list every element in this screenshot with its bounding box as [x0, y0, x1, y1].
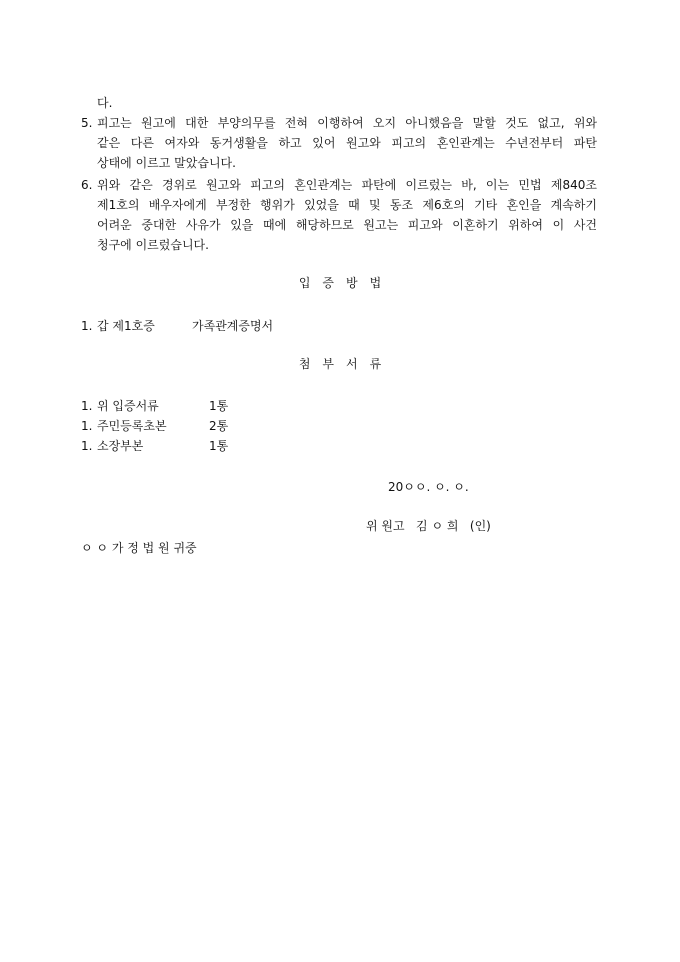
para5-line-3: 상태에 이르고 말았습니다. [97, 156, 236, 170]
para6-line-2: 제1호의 배우자에게 부정한 행위가 있었을 때 및 동조 제6호의 기타 혼인을 계속하기 [97, 198, 597, 212]
evidence-heading: 입증방법 [298, 276, 394, 290]
attachment-item-label: 위 입증서류 [97, 399, 159, 413]
para6-number: 6. [81, 178, 93, 192]
continuation-line: 다. [97, 96, 113, 110]
para6-line-3: 어려운 중대한 사유가 있을 때에 해당하므로 원고는 피고와 이혼하기 위하여 이 사건 [97, 218, 597, 232]
evidence-item-label: 갑 제1호증 [97, 319, 155, 333]
para5-line-1: 피고는 원고에 대한 부양의무를 전혀 이행하여 오지 아니했음을 말할 것도 없고, 위와 [97, 116, 597, 130]
attachment-item-value: 2통 [209, 419, 229, 433]
evidence-item [81, 316, 273, 336]
evidence-item-value: 가족관계증명서 [192, 319, 274, 333]
attachment-item-label: 소장부본 [97, 439, 144, 453]
attachment-item-number: 1. [81, 399, 93, 413]
para6-line-1: 위와 같은 경위로 원고와 피고의 혼인관계는 파탄에 이르렀는 바, 이는 민법 제840조 [97, 178, 597, 192]
attachment-item [81, 416, 228, 436]
para6-line-4: 청구에 이르렀습니다. [97, 238, 209, 252]
attachment-item-value: 1통 [209, 439, 229, 453]
court-addressee: ㅇ ㅇ 가 정 법 원 귀중 [81, 541, 197, 555]
attachment-item [81, 396, 228, 416]
attachment-item [81, 436, 228, 456]
filing-date: 20ㅇㅇ. ㅇ. ㅇ. [388, 480, 469, 494]
attachment-item-number: 1. [81, 419, 93, 433]
attachments-heading: 첨부서류 [298, 357, 394, 371]
para5-line-2: 같은 다른 여자와 동거생활을 하고 있어 원고와 피고의 혼인관계는 수년전부터 파탄 [97, 136, 597, 150]
attachment-item-label: 주민등록초본 [97, 419, 167, 433]
para5-number: 5. [81, 116, 93, 130]
attachment-item-value: 1통 [209, 399, 229, 413]
plaintiff-signature: 위 원고 김 ㅇ 희 (인) [366, 519, 491, 533]
attachment-item-number: 1. [81, 439, 93, 453]
evidence-item-number: 1. [81, 319, 93, 333]
